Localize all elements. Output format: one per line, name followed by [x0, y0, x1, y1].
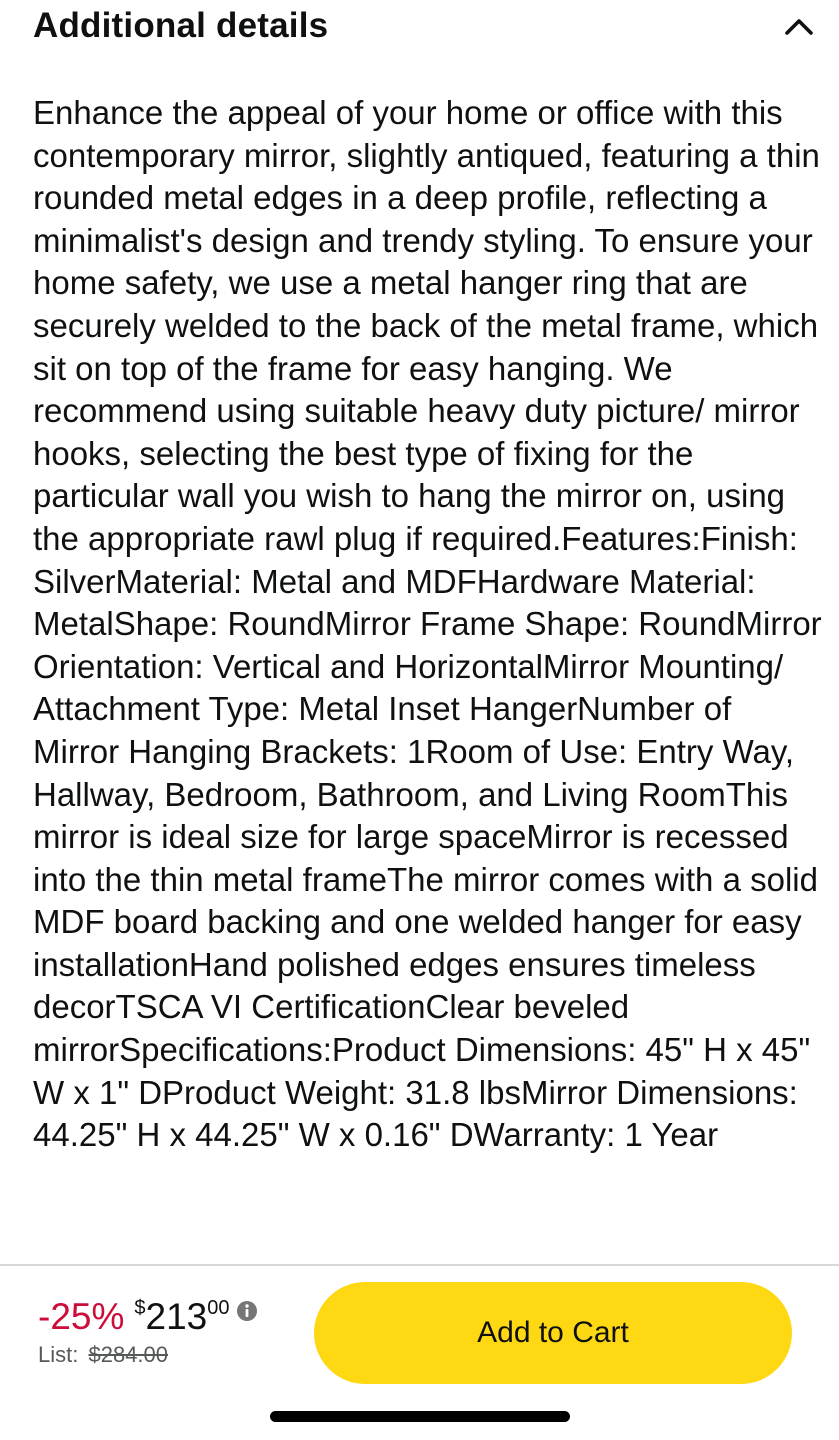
info-icon[interactable] — [236, 1300, 258, 1322]
collapse-button[interactable] — [779, 6, 819, 46]
additional-details-header[interactable] — [33, 0, 813, 52]
price-symbol: $ — [134, 1297, 146, 1319]
current-price — [134, 1294, 229, 1340]
chevron-up-icon — [784, 16, 814, 36]
home-indicator[interactable] — [270, 1411, 570, 1422]
list-label: List: — [38, 1342, 79, 1367]
add-to-cart-button[interactable]: Add to Cart — [314, 1282, 792, 1384]
price-row — [38, 1294, 258, 1340]
price-fraction: 00 — [207, 1297, 230, 1319]
section-title: Additional details — [33, 6, 329, 45]
price-whole: 213 — [145, 1296, 208, 1337]
discount-percent: -25% — [38, 1296, 125, 1337]
product-description: Enhance the appeal of your home or office with this contemporary mirror, slightly antiqued, featuring a thin rounded metal edges in a deep profile, reflecting a minimalist's design and trendy styling. To ensure your home safety, we use a metal hanger ring that are securely welded to the back of the metal frame, which sit on top of the frame for easy hanging. We recommend using suitable heavy duty picture/ mirror hooks, selecting the best type of fixing for the particular wall you wish to hang the mirror on, using the appropriate rawl plug if required.Features:Finish: SilverMaterial: Metal and MDFHardware Material: MetalShape: RoundMirror Frame Shape: RoundMirror Orientation: Vertical and HorizontalMirror Mounting/ Attachment Type: Metal Inset HangerNumber of Mirror Hanging Brackets: 1Room of Use: Entry Way, Hallway, Bedroom, Bathroom, and Living RoomThis mirror is ideal size for large spaceMirror is recessed into the thin metal frameThe mirror comes with a solid MDF board backing and one welded hanger for easy installationHand polished edges ensures timeless decorTSCA VI CertificationClear beveled mirrorSpecifications:Product Dimensions: 45" H x 45" W x 1" DProduct Weight: 31.8 lbsMirror Dimensions: 44.25" H x 44.25" W x 0.16" DWarranty: 1 Year — [33, 94, 822, 1154]
description-scroll-area[interactable] — [33, 92, 823, 1264]
list-price-row — [38, 1342, 258, 1368]
list-price: $284.00 — [88, 1342, 169, 1367]
price-block — [38, 1294, 258, 1368]
